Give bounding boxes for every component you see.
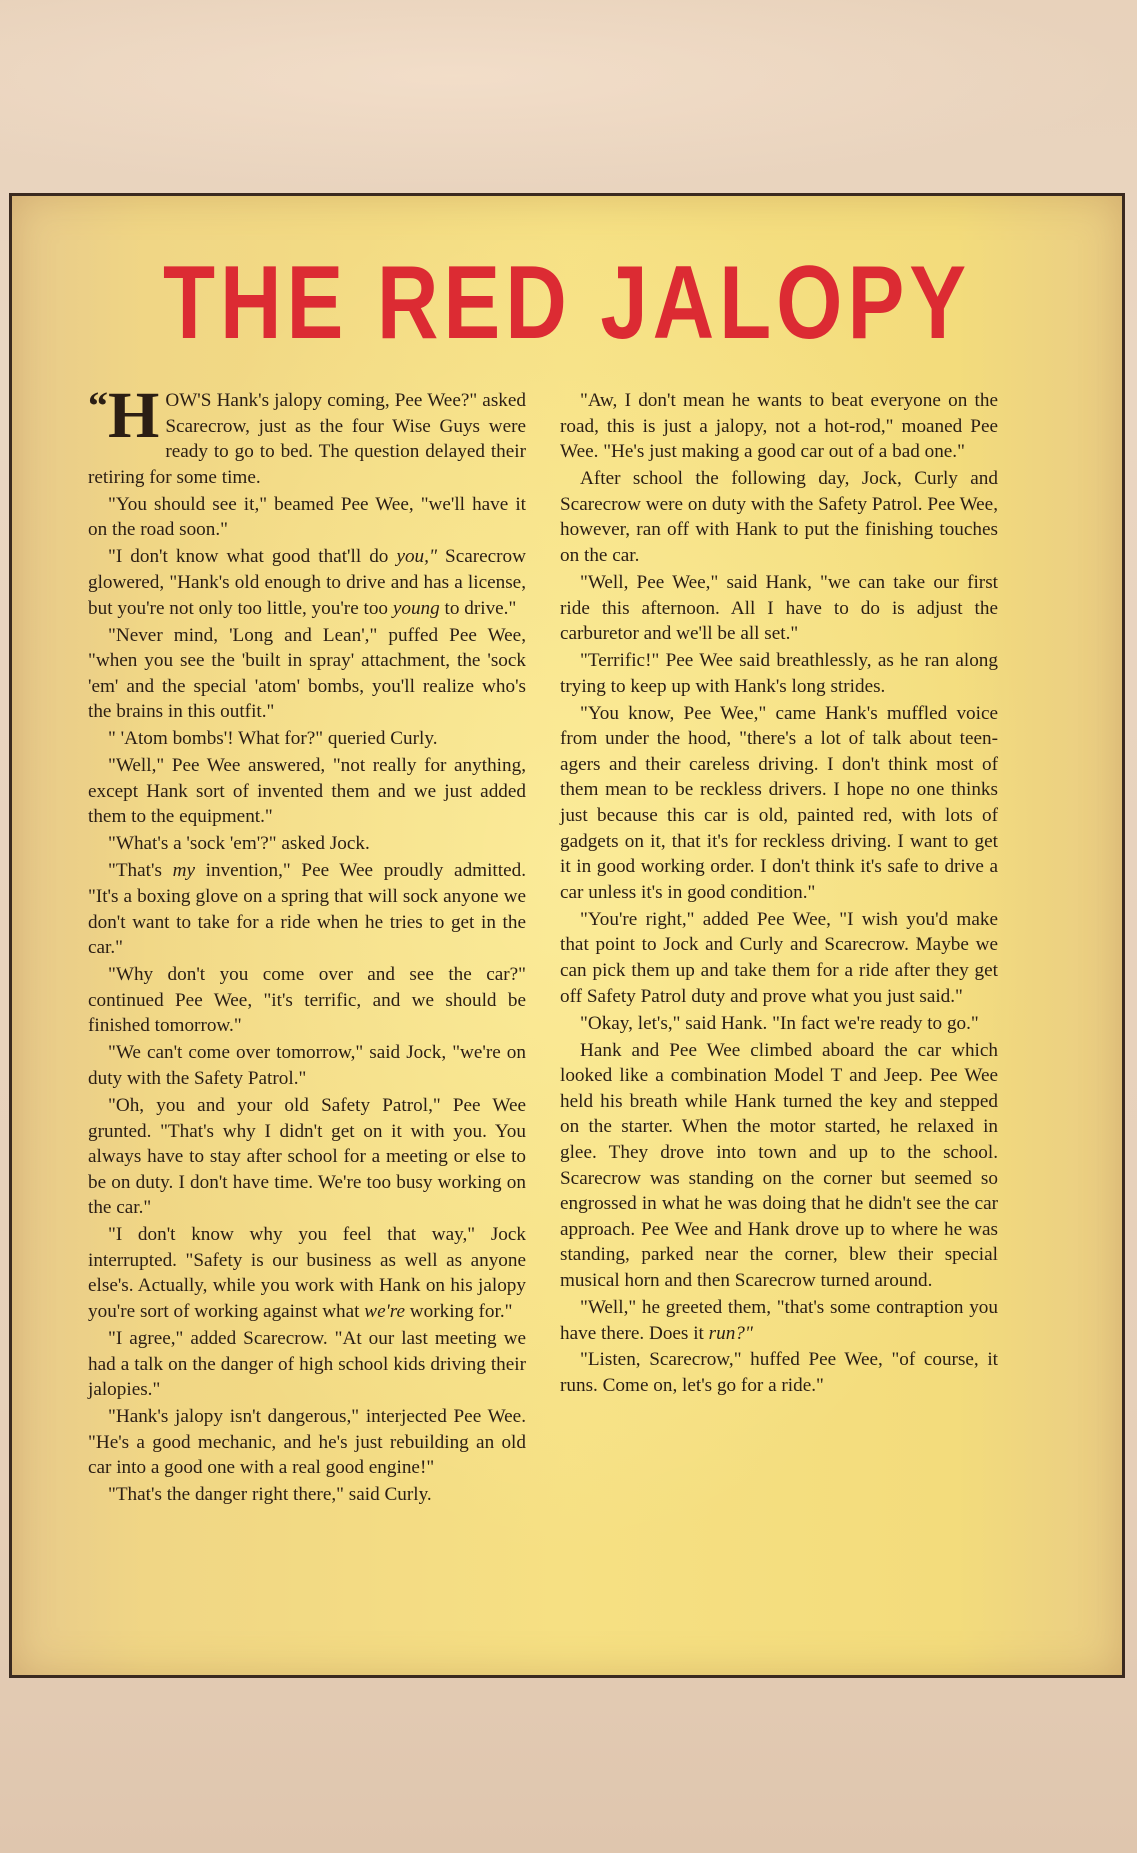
paragraph-text: to drive." bbox=[439, 597, 517, 619]
story-paragraph bbox=[560, 388, 998, 465]
story-paragraph bbox=[560, 466, 998, 568]
paragraph-text: "What's a 'sock 'em'?" asked Jock. bbox=[108, 833, 370, 855]
story-paragraph bbox=[88, 1482, 526, 1508]
drop-cap: H bbox=[108, 379, 160, 452]
opening-quote-mark: “ bbox=[88, 383, 108, 428]
paragraph-text: "Listen, Scarecrow," huffed Pee Wee, "of course, it runs. Come on, let's go for a ride." bbox=[560, 1349, 998, 1397]
paragraph-text: "Aw, I don't mean he wants to beat everyone on the road, this is just a jalopy, not a hot-rod," moaned Pee Wee. "He's just making a good car out of a bad one." bbox=[560, 390, 998, 463]
paragraph-text: " 'Atom bombs'! What for?" queried Curly. bbox=[108, 728, 438, 750]
paragraph-text: Hank and Pee Wee climbed aboard the car which looked like a combination Model T and Jeep. Pee Wee held his breath while Hank turned the key and stepped on the starter. When the motor started, he relaxed in glee. They drove into town and up to the school. Scarecrow was standing on the corner but seemed so engrossed in what he was doing that he didn't see the car approach. Pee Wee and Hank drove up to where he was standing, parked near the corner, blew their special musical horn and then Scarecrow turned around. bbox=[560, 1039, 998, 1291]
emphasis-text: young bbox=[392, 597, 440, 619]
story-paragraph bbox=[560, 1347, 998, 1398]
story-paragraph bbox=[88, 623, 526, 725]
story-paragraph bbox=[560, 701, 998, 906]
paragraph-text: "Why don't you come over and see the car?" continued Pee Wee, "it's terrific, and we should be finished tomorrow." bbox=[88, 964, 526, 1037]
paragraph-text: "Okay, let's," said Hank. "In fact we're ready to go." bbox=[580, 1012, 979, 1034]
story-paragraph bbox=[88, 858, 526, 960]
paper-background bbox=[0, 0, 1137, 190]
story-paragraph bbox=[560, 1011, 998, 1037]
story-paragraph bbox=[88, 544, 526, 621]
emphasis-text: you," bbox=[396, 546, 437, 568]
story-paragraph bbox=[560, 648, 998, 699]
opening-text: OW'S Hank's jalopy coming, Pee Wee?" asked Scarecrow, just as the four Wise Guys were ready to go to bed. The question delayed their retiring for some time. bbox=[88, 390, 526, 488]
story-paragraph bbox=[560, 907, 998, 1009]
story-paragraph bbox=[88, 1040, 526, 1091]
story-paragraph bbox=[88, 492, 526, 543]
paragraph-text: "Oh, you and your old Safety Patrol," Pee Wee grunted. "That's why I didn't get on it with you. You always have to stay after school for a meeting or else to be on duty. I don't have time. We're too busy working on the car." bbox=[88, 1094, 526, 1219]
story-column-right bbox=[560, 388, 998, 1400]
story-paragraph bbox=[560, 1038, 998, 1294]
paragraph-text: "That's the danger right there," said Curly. bbox=[108, 1484, 432, 1506]
drop-cap-block bbox=[88, 379, 160, 452]
paragraph-text: "That's bbox=[108, 860, 173, 882]
story-paragraph bbox=[88, 1404, 526, 1481]
paragraph-text: "You're right," added Pee Wee, "I wish you'd make that point to Jock and Curly and Scarecrow. Maybe we can pick them up and take them for a ride after they get off Safety Patrol duty and prove what you just said." bbox=[560, 908, 998, 1007]
emphasis-text: we're bbox=[364, 1301, 405, 1323]
story-paragraph bbox=[88, 753, 526, 830]
story-paragraph bbox=[88, 1093, 526, 1221]
paragraph-text: "Terrific!" Pee Wee said breathlessly, as he ran along trying to keep up with Hank's long strides. bbox=[560, 650, 998, 697]
paragraph-text: "Well," he greeted them, "that's some contraption you have there. Does it bbox=[560, 1296, 998, 1344]
story-paragraph bbox=[88, 1326, 526, 1403]
paragraph-text: Scarecrow glowered, "Hank's old enough to drive and has a license, but you're not only too little, you're too bbox=[88, 546, 527, 619]
story-paragraph bbox=[88, 1222, 526, 1324]
paragraph-text: "I don't know what good that'll do bbox=[108, 546, 397, 568]
left-paragraphs bbox=[88, 492, 526, 1508]
paragraph-text: "Hank's jalopy isn't dangerous," interjected Pee Wee. "He's a good mechanic, and he's just rebuilding an old car into a good one with a real good engine!" bbox=[88, 1406, 526, 1479]
paragraph-text: "I agree," added Scarecrow. "At our last meeting we had a talk on the danger of high school kids driving their jalopies." bbox=[88, 1328, 526, 1401]
paragraph-text: "I don't know why you feel that way," Jock interrupted. "Safety is our business as well as anyone else's. Actually, while you work with Hank on his jalopy you're sort of working against what bbox=[88, 1224, 526, 1323]
page-title: THE RED JALOPY bbox=[162, 245, 972, 361]
story-paragraph bbox=[88, 831, 526, 857]
paragraph-text: "We can't come over tomorrow," said Jock, "we're on duty with the Safety Patrol." bbox=[88, 1042, 526, 1089]
paragraph-text: "Well, Pee Wee," said Hank, "we can take our first ride this afternoon. All I have to do is adjust the carburetor and we'll be all set." bbox=[560, 571, 998, 645]
story-column-left bbox=[88, 379, 527, 1509]
paragraph-text: "You know, Pee Wee," came Hank's muffled voice from under the hood, "there's a lot of talk about teen-agers and their careless driving. I don't think most of them mean to be reckless drivers. I hope no one thinks just because this car is old, painted red, with lots of gadgets on it, that it's for reckless driving. I want to get it in good working order. I don't think it's safe to drive a car unless it's in good condition." bbox=[560, 702, 998, 903]
story-paragraph bbox=[560, 1295, 998, 1346]
opening-paragraph bbox=[88, 379, 526, 490]
emphasis-text: my bbox=[172, 860, 195, 882]
paragraph-text: "Well," Pee Wee answered, "not really for anything, except Hank sort of invented them and we just added them to the equipment." bbox=[88, 755, 526, 828]
paragraph-text: invention," Pee Wee proudly admitted. "It's a boxing glove on a spring that will sock anyone we don't want to take for a ride when he tries to get in the car." bbox=[88, 860, 526, 959]
paragraph-text: "Never mind, 'Long and Lean'," puffed Pee Wee, "when you see the 'built in spray' attachment, the 'sock 'em' and the special 'atom' bombs, you'll realize who's the brains in this outfit." bbox=[88, 624, 526, 723]
paragraph-text: "You should see it," beamed Pee Wee, "we'll have it on the road soon." bbox=[88, 493, 526, 541]
story-paragraph bbox=[88, 962, 526, 1039]
paragraph-text: After school the following day, Jock, Curly and Scarecrow were on duty with the Safety Patrol. Pee Wee, however, ran off with Hank to put the finishing touches on the car. bbox=[560, 468, 998, 566]
story-paragraph bbox=[560, 570, 998, 647]
paragraph-text: working for." bbox=[405, 1301, 513, 1323]
story-paragraph bbox=[88, 726, 526, 752]
story-panel bbox=[9, 193, 1125, 1678]
right-paragraphs bbox=[560, 388, 998, 1399]
emphasis-text: run?" bbox=[708, 1322, 753, 1344]
